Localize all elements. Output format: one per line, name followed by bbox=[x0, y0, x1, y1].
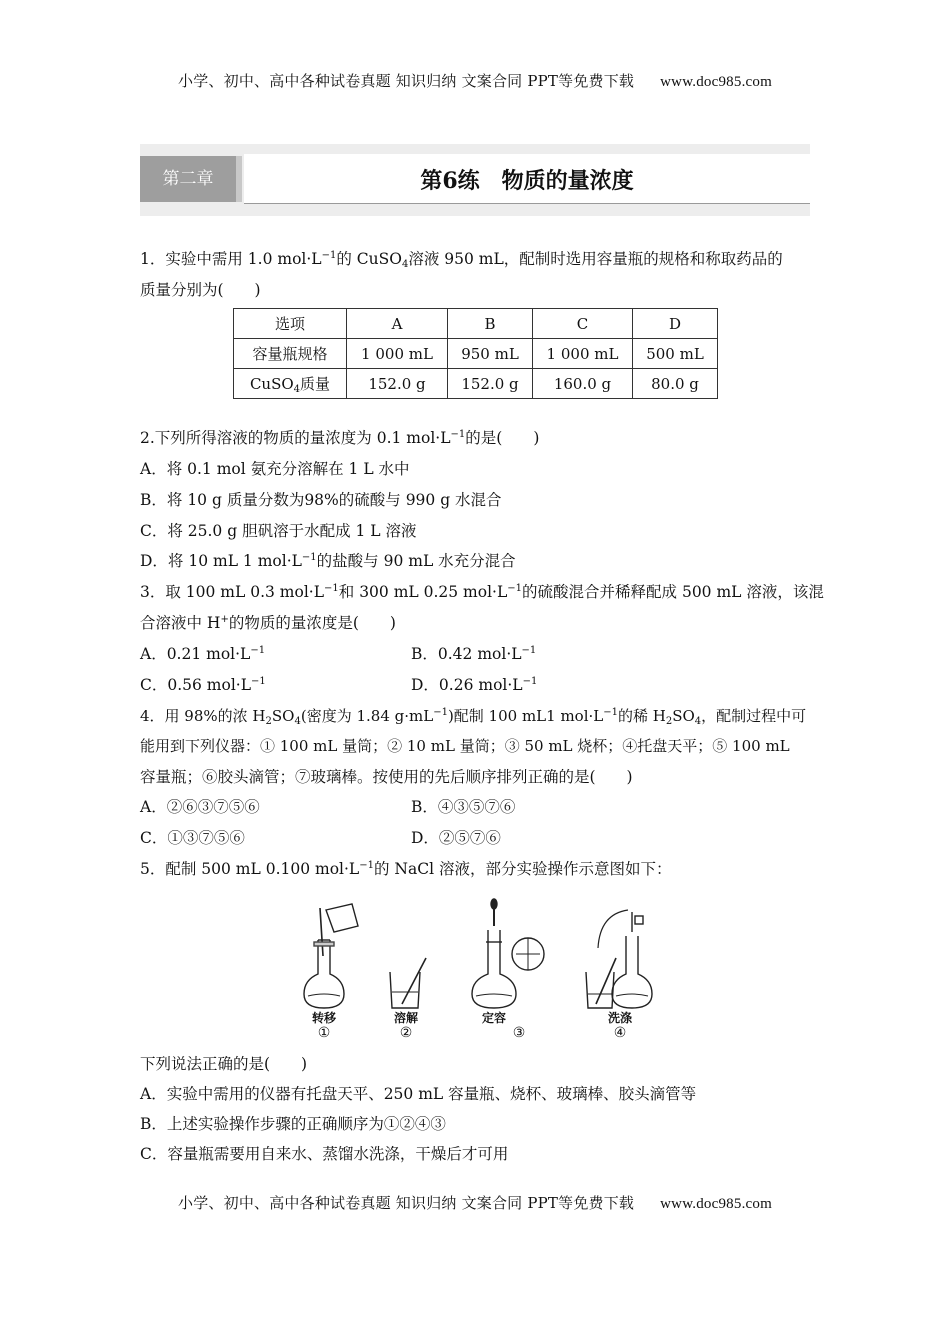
q1-stem-line1: 1．实验中需用 1.0 $mol\cdot L^{-1}$的 CuSO$_4$溶液 950 mL，配制时选用容量瓶的规格和称取药品的 bbox=[140, 250, 783, 270]
footer-text: 小学、初中、高中各种试卷真题 知识归纳 文案合同 PPT等免费下载 bbox=[178, 1194, 635, 1212]
q4-option-b: B．④③⑤⑦⑥ bbox=[411, 798, 516, 816]
table-cell: CuSO$_4$质量 bbox=[234, 369, 347, 399]
beaker-wash-icon bbox=[586, 910, 652, 1008]
q2-option-d: D．将 10 mL 1 $mol\cdot L^{-1}$的盐酸与 90 mL 水充分混合 bbox=[140, 552, 516, 570]
title-box bbox=[244, 154, 810, 204]
table-cell: 1 000 mL bbox=[347, 339, 448, 369]
table-cell: A bbox=[347, 309, 448, 339]
q2-option-b: B．将 10 g 质量分数为98%的硫酸与 990 g 水混合 bbox=[140, 491, 502, 509]
table-cell: 152.0 g bbox=[347, 369, 448, 399]
q4-stem-line3: 容量瓶；⑥胶头滴管；⑦玻璃棒。按使用的先后顺序排列正确的是( ) bbox=[140, 768, 633, 786]
q3-option-a: A．0.21 $mol\cdot L^{-1}$ bbox=[140, 645, 266, 663]
figure-label-transfer: 转移 bbox=[311, 1011, 336, 1025]
q5-option-a: A．实验中需用的仪器有托盘天平、250 mL 容量瓶、烧杯、玻璃棒、胶头滴管等 bbox=[140, 1085, 697, 1103]
q4-option-d: D．②⑤⑦⑥ bbox=[411, 829, 501, 847]
table-cell: 500 mL bbox=[633, 339, 718, 369]
banner-underline bbox=[244, 203, 810, 204]
q5-option-c: C．容量瓶需要用自来水、蒸馏水洗涤，干燥后才可用 bbox=[140, 1145, 509, 1163]
figure-number-3: ③ bbox=[512, 1025, 526, 1041]
figure-number-4: ④ bbox=[613, 1025, 627, 1041]
table-cell: 容量瓶规格 bbox=[234, 339, 347, 369]
table-cell: 160.0 g bbox=[533, 369, 633, 399]
table-row bbox=[234, 339, 718, 369]
table-cell: B bbox=[448, 309, 533, 339]
page-title: 第6练 物质的量浓度 bbox=[420, 168, 634, 194]
figure-label-fill: 定容 bbox=[481, 1011, 506, 1025]
table-cell: 1 000 mL bbox=[533, 339, 633, 369]
figure-label-wash: 洗涤 bbox=[607, 1011, 632, 1025]
figure-number-1: ① bbox=[317, 1025, 331, 1041]
table-row bbox=[234, 369, 718, 399]
q5-prompt: 下列说法正确的是( ) bbox=[140, 1055, 308, 1073]
q4-option-a: A．②⑥③⑦⑤⑥ bbox=[140, 798, 260, 816]
q4-option-c: C．①③⑦⑤⑥ bbox=[140, 829, 245, 847]
table-cell: 80.0 g bbox=[633, 369, 718, 399]
table-cell: 152.0 g bbox=[448, 369, 533, 399]
table-cell: D bbox=[633, 309, 718, 339]
q1-stem-line2: 质量分别为( ) bbox=[140, 281, 261, 299]
page-footer bbox=[0, 1192, 950, 1213]
footer-url[interactable]: www.doc985.com bbox=[660, 1196, 772, 1212]
q3-stem-line2: 合溶液中 H+的物质的量浓度是( ) bbox=[140, 614, 396, 632]
apparatus-illustration bbox=[290, 896, 670, 1011]
page-header bbox=[0, 70, 950, 91]
chapter-banner bbox=[140, 144, 810, 216]
experiment-figure bbox=[290, 896, 670, 1046]
flask-transfer-icon bbox=[304, 904, 358, 1008]
q4-stem-line1: 4．用 98%的浓 $H_2SO_4$(密度为 1.84 $g\cdot mL^{-1}$)配制 100 mL1 $mol\cdot L^{-1}$的稀 $H_2SO_4$，配制过程中可 bbox=[140, 707, 807, 727]
beaker-dissolve-icon bbox=[390, 958, 426, 1008]
q3-option-b: B．0.42 $mol\cdot L^{-1}$ bbox=[411, 645, 537, 663]
chapter-label-shadow bbox=[236, 156, 242, 202]
q3-stem-line1: 3．取 100 mL 0.3 $mol\cdot L^{-1}$和 300 mL 0.25 $mol\cdot L^{-1}$的硫酸混合并稀释配成 500 mL 溶液，该混 bbox=[140, 583, 824, 601]
figure-number-2: ② bbox=[399, 1025, 413, 1041]
header-text: 小学、初中、高中各种试卷真题 知识归纳 文案合同 PPT等免费下载 bbox=[178, 72, 635, 90]
q2-option-c: C．将 25.0 g 胆矾溶于水配成 1 L 溶液 bbox=[140, 522, 417, 540]
q5-stem: 5．配制 500 mL 0.100 $mol\cdot L^{-1}$的 NaCl 溶液，部分实验操作示意图如下： bbox=[140, 860, 672, 878]
table-row bbox=[234, 309, 718, 339]
chapter-label: 第二章 bbox=[140, 156, 236, 202]
q3-option-c: C．0.56 $mol\cdot L^{-1}$ bbox=[140, 676, 266, 694]
q3-option-d: D．0.26 $mol\cdot L^{-1}$ bbox=[411, 676, 538, 694]
flask-fill-to-mark-icon bbox=[472, 899, 544, 1008]
figure-label-dissolve: 溶解 bbox=[393, 1011, 418, 1025]
table-cell: C bbox=[533, 309, 633, 339]
table-cell: 950 mL bbox=[448, 339, 533, 369]
q1-options-table bbox=[233, 308, 718, 399]
q2-stem: 2.下列所得溶液的物质的量浓度为 0.1 $mol\cdot L^{-1}$的是( ) bbox=[140, 429, 540, 447]
q4-stem-line2: 能用到下列仪器：① 100 mL 量筒；② 10 mL 量筒；③ 50 mL 烧杯；④托盘天平；⑤ 100 mL bbox=[140, 737, 790, 755]
q5-option-b: B．上述实验操作步骤的正确顺序为①②④③ bbox=[140, 1115, 446, 1133]
header-url[interactable]: www.doc985.com bbox=[660, 74, 772, 90]
q2-option-a: A．将 0.1 mol 氨充分溶解在 1 L 水中 bbox=[140, 460, 410, 478]
table-cell: 选项 bbox=[234, 309, 347, 339]
